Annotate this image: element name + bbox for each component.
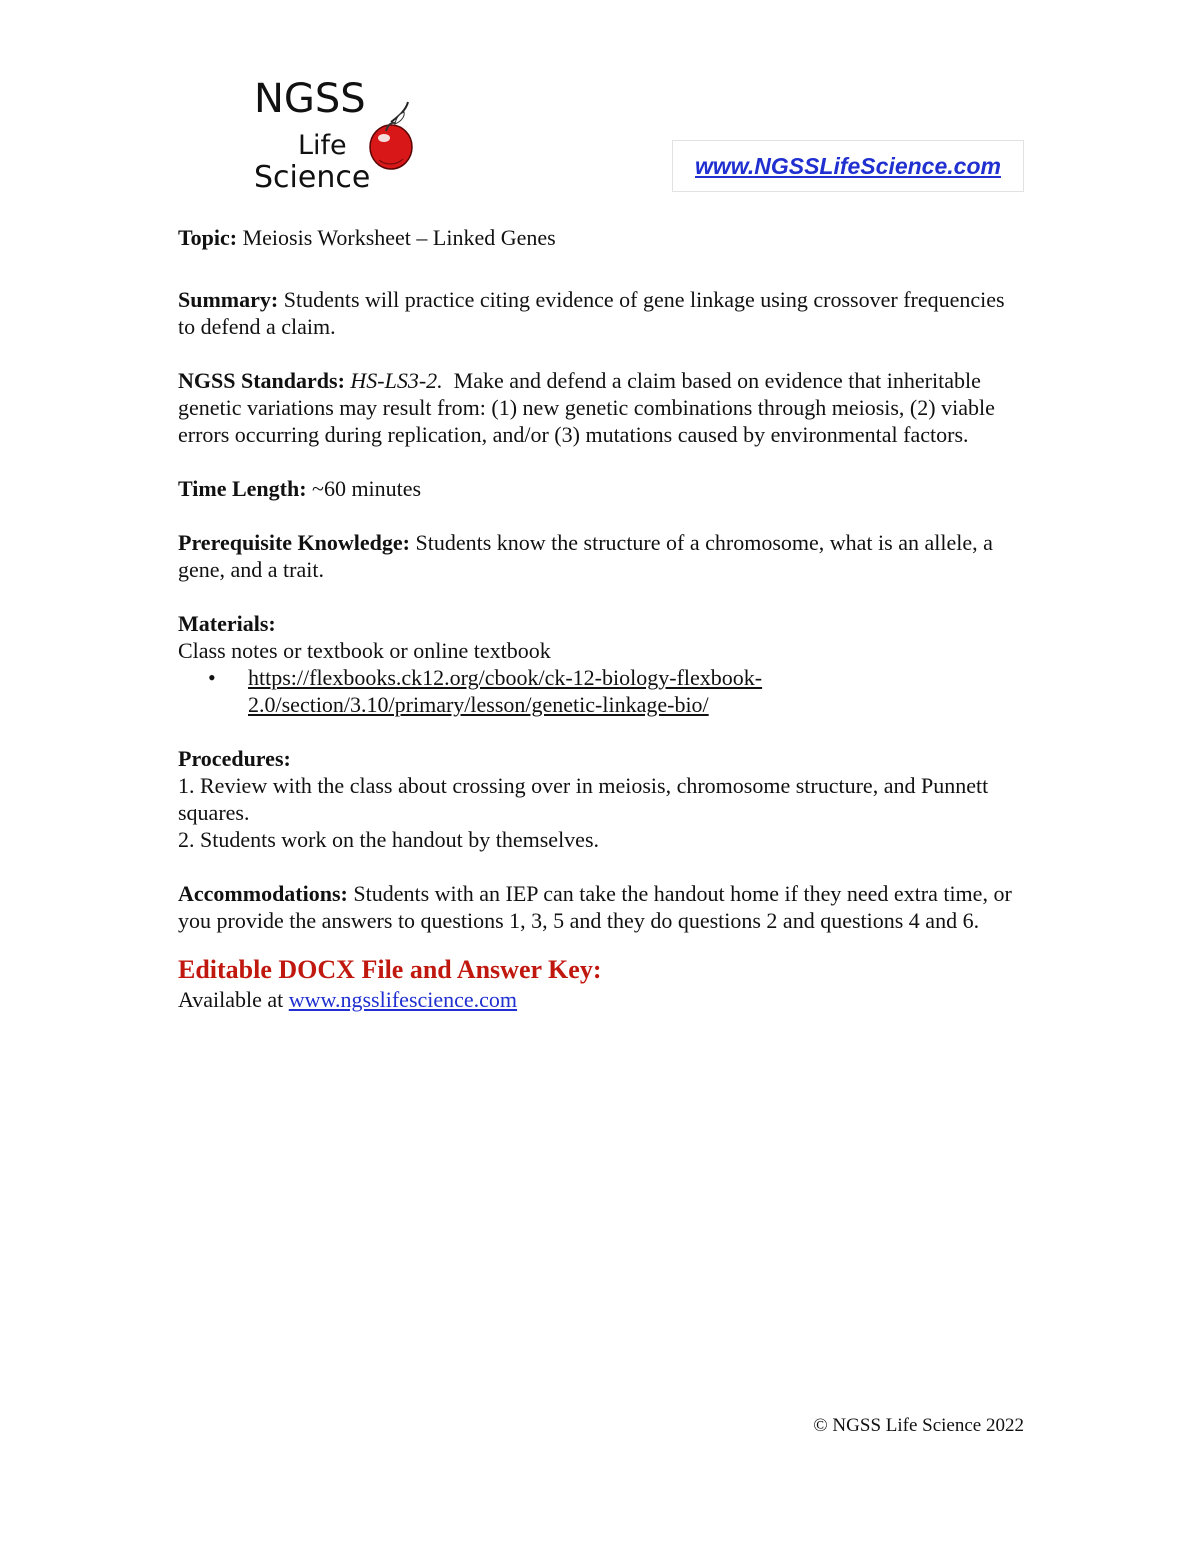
apple-icon [370, 102, 412, 169]
logo-graphic [248, 72, 423, 197]
editable-availability [178, 986, 1018, 1013]
logo-line-ngss: NGSS [254, 76, 366, 122]
logo-line-life: Life [298, 130, 347, 161]
standards-paragraph [178, 367, 1018, 448]
materials-heading [178, 610, 1018, 637]
available-text: Available at [178, 987, 284, 1012]
summary-label: Summary: [178, 287, 279, 312]
time-length-line [178, 475, 1018, 502]
materials-intro: Class notes or textbook or online textbook [178, 638, 551, 663]
procedure-step-1: 1. Review with the class about crossing over in meiosis, chromosome structure, and Punnett squares. [178, 773, 989, 825]
summary-paragraph [178, 286, 1018, 340]
prerequisite-text: Students know the structure of a chromosome, what is an allele, a gene, and a trait. [178, 530, 993, 582]
materials-list-item [178, 664, 1018, 718]
prerequisite-paragraph [178, 529, 1018, 583]
ngss-logo [248, 72, 423, 197]
accommodations-paragraph [178, 880, 1018, 934]
copyright-footer: © NGSS Life Science 2022 [813, 1415, 1024, 1436]
accommodations-label: Accommodations: [178, 881, 348, 906]
procedures-label: Procedures: [178, 746, 291, 771]
time-length-label: Time Length: [178, 476, 307, 501]
materials-link-line1[interactable]: https://flexbooks.ck12.org/cbook/ck-12-biology-flexbook- [248, 665, 763, 690]
topic-line [178, 224, 1018, 251]
editable-title: Editable DOCX File and Answer Key: [178, 955, 602, 984]
prerequisite-label: Prerequisite Knowledge: [178, 530, 410, 555]
procedures-heading [178, 745, 1018, 772]
bullet-icon: • [208, 665, 216, 690]
ngss-life-science-link[interactable]: www.ngsslifescience.com [288, 987, 518, 1012]
materials-link-line2[interactable]: 2.0/section/3.10/primary/lesson/genetic-linkage-bio/ [248, 692, 709, 717]
materials-label: Materials: [178, 611, 276, 636]
website-box [672, 140, 1024, 192]
procedure-step-2: 2. Students work on the handout by themselves. [178, 827, 600, 852]
materials-link-wrapper [248, 664, 762, 718]
time-length-text: ~60 minutes [312, 476, 422, 501]
standards-text: Make and defend a claim based on evidence that inheritable genetic variations may result from: (1) new genetic combinations through meiosis, (2) viable errors occurring during replication, and/or (3) mutations caused by environmental factors. [178, 368, 995, 447]
standards-label: NGSS Standards: [178, 368, 345, 393]
lesson-content [178, 224, 1018, 1013]
topic-text: Meiosis Worksheet – Linked Genes [242, 225, 556, 250]
logo-line-science: Science [254, 160, 371, 195]
website-link[interactable]: www.NGSSLifeScience.com [695, 152, 1001, 179]
summary-text: Students will practice citing evidence of gene linkage using crossover frequencies to defend a claim. [178, 287, 1005, 339]
topic-label: Topic: [178, 225, 238, 250]
standards-code: HS-LS3-2. [350, 368, 443, 393]
accommodations-text: Students with an IEP can take the handout home if they need extra time, or you provide the answers to questions 1, 3, 5 and they do questions 2 and questions 4 and 6. [178, 881, 1012, 933]
